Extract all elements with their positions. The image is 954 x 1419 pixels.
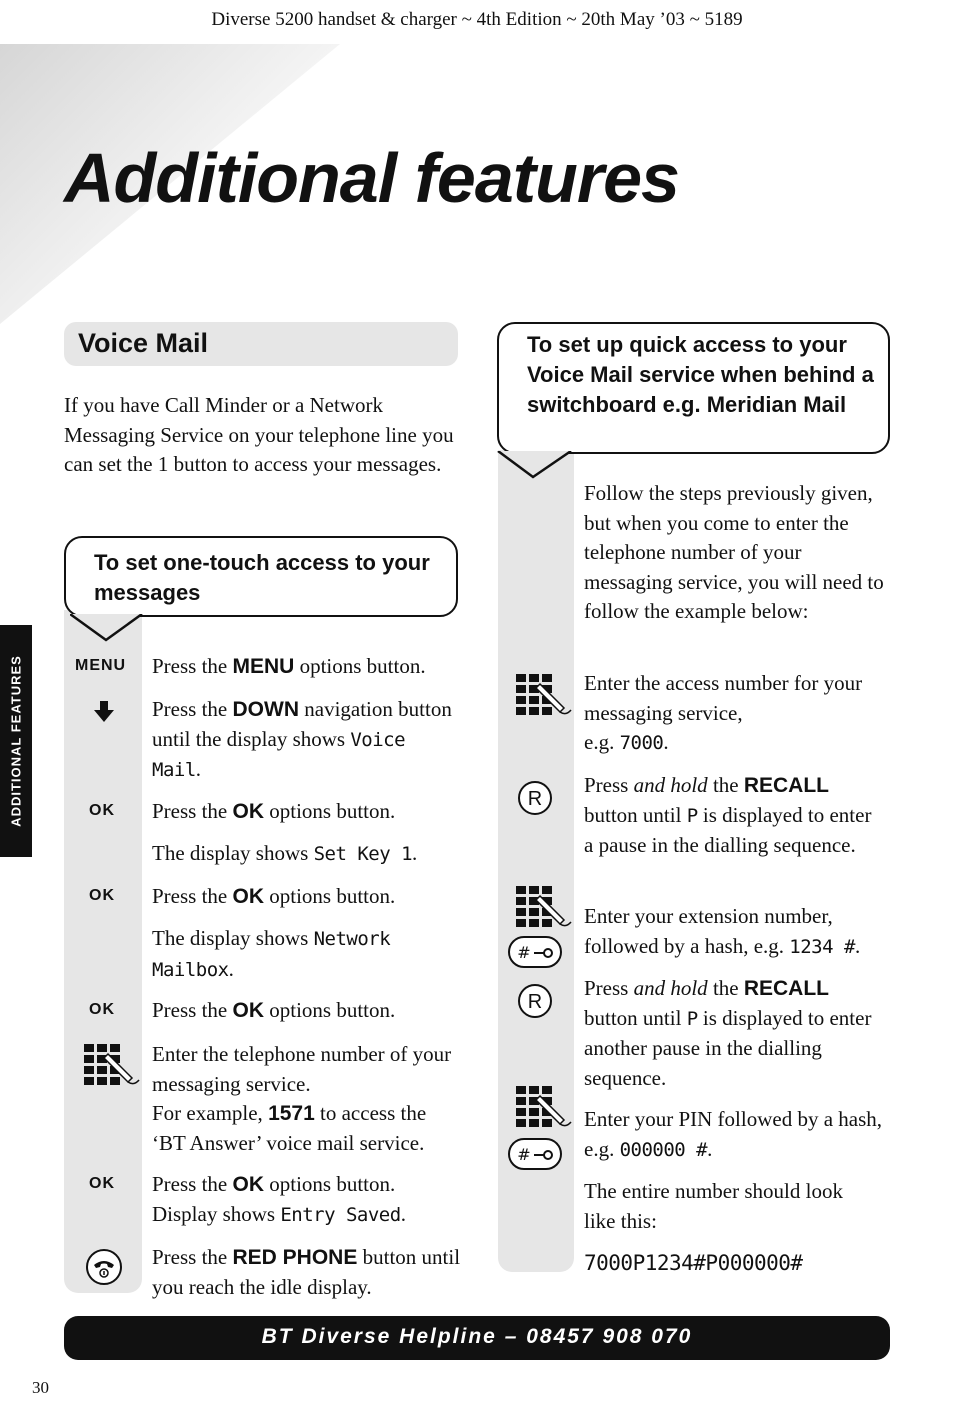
step-entire-number: The entire number should look like this: bbox=[584, 1179, 843, 1233]
step-text: . bbox=[854, 933, 861, 958]
step-press-down bbox=[152, 695, 462, 786]
hash-key-icon bbox=[508, 1138, 562, 1170]
step-text: . bbox=[663, 730, 669, 754]
svg-text:#: # bbox=[517, 943, 531, 962]
ok-key-icon: OK bbox=[89, 1175, 115, 1192]
section-heading bbox=[64, 322, 458, 366]
side-tab bbox=[0, 625, 32, 857]
step-text: options button. bbox=[294, 654, 426, 678]
left-callout bbox=[64, 536, 458, 617]
step-text: Press bbox=[584, 976, 634, 1000]
key-name: RECALL bbox=[743, 774, 830, 797]
step-text: options button. bbox=[264, 884, 396, 908]
display-text: P bbox=[686, 804, 698, 827]
ok-key-icon: OK bbox=[89, 1001, 115, 1018]
key-name: RECALL bbox=[743, 977, 830, 1000]
step-text: to access the ‘BT Answer’ voice mail service. bbox=[152, 1101, 427, 1155]
step-text: Press the bbox=[152, 1172, 233, 1196]
step-text: . bbox=[195, 757, 202, 781]
menu-key-icon: MENU bbox=[75, 657, 127, 674]
hash-key-icon bbox=[508, 936, 562, 968]
key-name: MENU bbox=[232, 655, 295, 678]
step-text: Press the bbox=[152, 697, 233, 721]
step-text: . bbox=[412, 841, 418, 865]
step-text: navigation button until the display shows bbox=[152, 697, 452, 751]
step-press-menu bbox=[152, 652, 462, 682]
step-text: options button. bbox=[264, 799, 396, 823]
example-number: 000000 # bbox=[619, 1138, 708, 1161]
step-text: . bbox=[228, 956, 234, 981]
step-text: Display shows bbox=[152, 1201, 281, 1226]
display-text: Network Mailbox bbox=[152, 928, 391, 981]
emphasis: and hold bbox=[633, 976, 708, 1000]
keypad-icon bbox=[516, 886, 572, 930]
helpline-text: BT Diverse Helpline – 08457 908 070 bbox=[261, 1325, 693, 1348]
step-text: Enter your PIN followed by a hash, e.g. bbox=[584, 1107, 883, 1161]
right-callout bbox=[497, 322, 890, 454]
step-text: Press bbox=[584, 773, 634, 797]
left-callout-pointer bbox=[70, 614, 150, 646]
display-text: P bbox=[686, 1007, 698, 1030]
step-press-ok-3 bbox=[152, 996, 462, 1026]
step-text: . bbox=[707, 1136, 713, 1161]
step-press-ok-1 bbox=[152, 797, 462, 827]
step-text: The display shows bbox=[152, 926, 314, 950]
step-enter-number bbox=[152, 1040, 464, 1158]
display-text: Voice Mail bbox=[152, 728, 406, 781]
step-press-ok-saved bbox=[152, 1170, 462, 1230]
svg-text:#: # bbox=[517, 1145, 531, 1164]
right-callout-text: To set up quick access to your Voice Mail service when behind a switchboard e.g. Meridian Mail bbox=[527, 332, 874, 417]
key-name: RED PHONE bbox=[232, 1246, 358, 1269]
step-display-network-mailbox bbox=[152, 924, 442, 985]
step-text: Press the bbox=[152, 998, 233, 1022]
key-name: OK bbox=[232, 885, 264, 908]
step-text: Enter the access number for your messaging service, bbox=[584, 671, 863, 725]
example-number: 7000 bbox=[619, 732, 664, 754]
helpline-banner bbox=[64, 1316, 890, 1360]
step-text: button until you reach the idle display. bbox=[152, 1245, 461, 1299]
key-name: OK bbox=[232, 1173, 264, 1196]
step-enter-extension bbox=[584, 902, 894, 962]
step-hold-recall-1 bbox=[584, 771, 884, 861]
recall-key-icon bbox=[517, 780, 553, 816]
display-text: Set Key 1 bbox=[313, 843, 413, 865]
red-phone-icon bbox=[85, 1248, 123, 1286]
recall-key-label: R bbox=[527, 991, 543, 1013]
key-name: DOWN bbox=[232, 698, 299, 721]
running-header: Diverse 5200 handset & charger ~ 4th Edition ~ 20th May ’03 ~ 5189 bbox=[211, 9, 743, 30]
recall-key-icon bbox=[517, 983, 553, 1019]
down-arrow-icon bbox=[93, 701, 115, 723]
step-text: button until bbox=[584, 1005, 687, 1030]
key-name: OK bbox=[232, 800, 264, 823]
keypad-icon bbox=[516, 674, 572, 718]
example-number: 1234 # bbox=[789, 935, 855, 958]
step-text: e.g. bbox=[584, 730, 620, 754]
step-text: For example, bbox=[152, 1101, 269, 1125]
step-text: options button. bbox=[264, 998, 396, 1022]
page-number: 30 bbox=[32, 1378, 49, 1397]
step-text: options button. bbox=[264, 1172, 396, 1196]
step-press-red-phone bbox=[152, 1243, 462, 1302]
step-text: Press the bbox=[152, 1245, 233, 1269]
step-text: is displayed to enter a pause in the dialling sequence. bbox=[584, 802, 872, 857]
page-title: Additional features bbox=[64, 139, 679, 217]
step-press-ok-2 bbox=[152, 882, 462, 912]
keypad-icon bbox=[84, 1044, 140, 1088]
example-number: 1571 bbox=[268, 1102, 315, 1125]
key-name: OK bbox=[232, 999, 264, 1022]
step-text: Press the bbox=[152, 654, 233, 678]
step-enter-access-number bbox=[584, 669, 884, 759]
step-text: Enter the telephone number of your messaging service. bbox=[152, 1042, 452, 1096]
ok-key-icon: OK bbox=[89, 887, 115, 904]
step-text: . bbox=[400, 1201, 406, 1226]
step-text: button until bbox=[584, 802, 687, 827]
step-follow-previous: Follow the steps previously given, but when you come to enter the telephone number of your messaging service, you will need to follow the example below: bbox=[584, 481, 884, 623]
step-text: the bbox=[707, 976, 744, 1000]
step-text: Press the bbox=[152, 799, 233, 823]
full-dial-string: 7000P1234#P000000# bbox=[584, 1251, 803, 1275]
step-text: The display shows bbox=[152, 841, 314, 865]
step-hold-recall-2 bbox=[584, 974, 884, 1093]
display-text: Entry Saved bbox=[280, 1203, 401, 1226]
step-display-set-key bbox=[152, 839, 462, 870]
side-tab-label: ADDITIONAL FEATURES bbox=[8, 655, 24, 827]
recall-key-label: R bbox=[527, 788, 543, 810]
keypad-icon bbox=[516, 1086, 572, 1130]
step-enter-pin bbox=[584, 1105, 884, 1165]
emphasis: and hold bbox=[633, 773, 708, 797]
step-text: is displayed to enter another pause in the dialling sequence. bbox=[584, 1005, 872, 1090]
step-text: the bbox=[707, 773, 744, 797]
section-title: Voice Mail bbox=[78, 328, 209, 358]
section-intro: If you have Call Minder or a Network Messaging Service on your telephone line you can set the 1 button to access your messages. bbox=[64, 393, 454, 476]
step-text: Enter your extension number, followed by a hash, e.g. bbox=[584, 904, 833, 958]
ok-key-icon: OK bbox=[89, 802, 115, 819]
right-callout-pointer bbox=[497, 451, 577, 481]
left-callout-text: To set one-touch access to your messages bbox=[94, 550, 430, 605]
step-text: Press the bbox=[152, 884, 233, 908]
